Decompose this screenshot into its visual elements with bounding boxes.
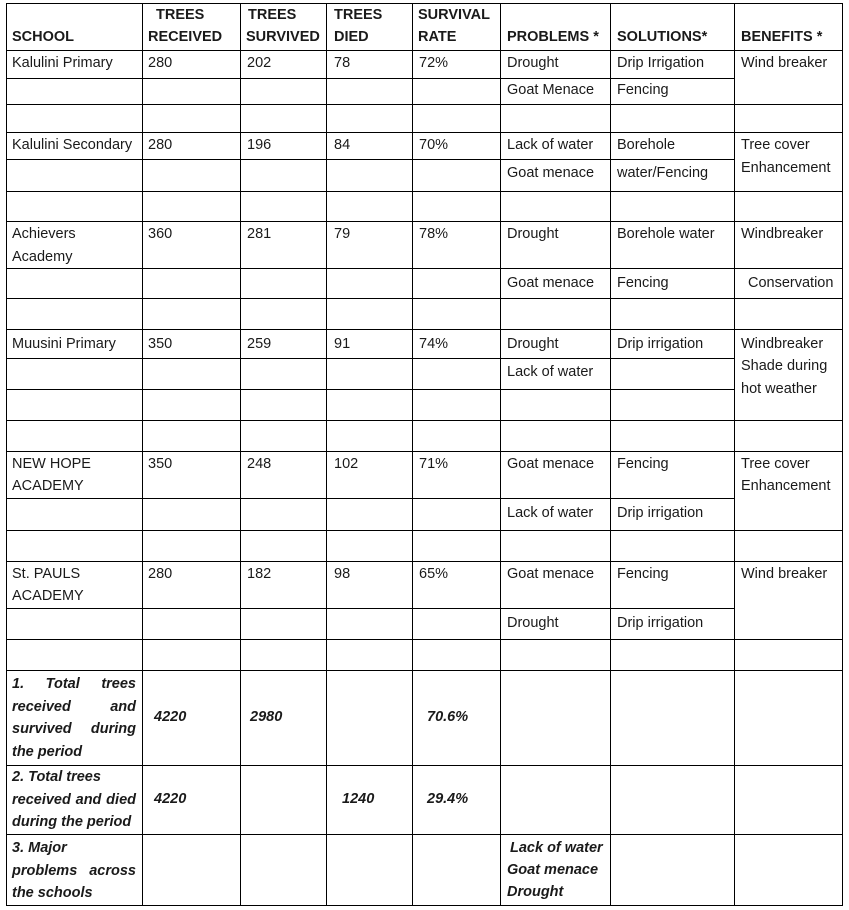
- solution: Drip irrigation: [617, 505, 704, 521]
- trees-died: 98: [334, 566, 351, 582]
- benefit: Conservation: [748, 275, 834, 291]
- school-name: ACADEMY: [12, 478, 84, 494]
- header-rate-2: RATE: [418, 29, 457, 45]
- trees-died: 79: [334, 226, 351, 242]
- problem: Goat Menace: [507, 82, 595, 98]
- header-solutions: SOLUTIONS*: [617, 29, 708, 45]
- trees-survived: 196: [247, 137, 272, 153]
- trees-survived: 281: [247, 226, 272, 242]
- benefit: hot weather: [741, 381, 817, 397]
- problem: Drought: [507, 55, 559, 71]
- summary-label-line: the schools: [12, 885, 93, 901]
- benefit: Enhancement: [741, 478, 831, 494]
- benefit: Shade during: [741, 358, 828, 374]
- major-problem: Drought: [507, 884, 564, 900]
- survival-rate: 65%: [419, 566, 449, 582]
- major-problem: Lack of water: [510, 840, 603, 856]
- solution: Borehole water: [617, 226, 715, 242]
- problem: Goat menace: [507, 456, 595, 472]
- benefit: Wind breaker: [741, 566, 828, 582]
- benefit: Windbreaker: [741, 336, 824, 352]
- header-received-1: TREES: [156, 7, 205, 23]
- benefit: Wind breaker: [741, 55, 828, 71]
- summary-label-line: 2. Total trees: [12, 769, 101, 785]
- solution: Fencing: [617, 566, 669, 582]
- trees-died: 78: [334, 55, 351, 71]
- survival-rate: 74%: [419, 336, 449, 352]
- school-name: Achievers: [12, 226, 76, 242]
- trees-received: 350: [148, 456, 173, 472]
- school-name: NEW HOPE: [12, 456, 91, 472]
- trees-received: 280: [148, 55, 173, 71]
- header-died-2: DIED: [334, 29, 369, 45]
- problem: Drought: [507, 336, 559, 352]
- header-problems: PROBLEMS *: [507, 29, 599, 45]
- problem: Lack of water: [507, 364, 594, 380]
- school-name: Kalulini Secondary: [12, 137, 133, 153]
- trees-survived: 259: [247, 336, 272, 352]
- summary-label-line: problems across: [12, 862, 136, 879]
- summary-label: [12, 837, 136, 905]
- summary-label-line: received and: [12, 698, 136, 715]
- solution: Fencing: [617, 456, 669, 472]
- problem: Goat menace: [507, 165, 595, 181]
- solution: water/Fencing: [617, 165, 709, 181]
- trees-received: 350: [148, 336, 173, 352]
- trees-died: 91: [334, 336, 351, 352]
- major-problem: Goat menace: [507, 862, 599, 878]
- trees-survived: 182: [247, 566, 272, 582]
- benefit: Windbreaker: [741, 226, 824, 242]
- survival-rate: 70%: [419, 137, 449, 153]
- problem: Lack of water: [507, 505, 594, 521]
- problem: Drought: [507, 615, 559, 631]
- survival-rate: 71%: [419, 456, 449, 472]
- header-rate-1: SURVIVAL: [418, 7, 490, 23]
- survival-rate: 78%: [419, 226, 449, 242]
- summary-label-line: during the period: [12, 814, 132, 830]
- school-name: St. PAULS: [12, 566, 81, 582]
- benefit: Tree cover: [741, 456, 810, 472]
- header-survived-1: TREES: [248, 7, 297, 23]
- solution: Borehole: [617, 137, 676, 153]
- summary-label-line: survived during: [12, 721, 136, 737]
- solution: Drip Irrigation: [617, 55, 705, 71]
- school-name: Academy: [12, 249, 73, 265]
- trees-received: 360: [148, 226, 173, 242]
- problem: Goat menace: [507, 275, 595, 291]
- trees-survived: 202: [247, 55, 272, 71]
- summary-rate: 29.4%: [427, 791, 469, 807]
- trees-received: 280: [148, 137, 173, 153]
- trees-died: 84: [334, 137, 351, 153]
- school-name: Kalulini Primary: [12, 55, 113, 71]
- solution: Fencing: [617, 275, 669, 291]
- header-school: SCHOOL: [12, 29, 75, 45]
- solution: Fencing: [617, 82, 669, 98]
- benefit: Tree cover: [741, 137, 810, 153]
- summary-label: [12, 673, 136, 763]
- trees-received: 280: [148, 566, 173, 582]
- summary-label-line: 3. Major: [12, 840, 67, 856]
- problem: Drought: [507, 226, 559, 242]
- summary-label-line: 1. Total trees: [12, 676, 136, 692]
- summary-received: 4220: [154, 709, 187, 725]
- trees-died: 102: [334, 456, 359, 472]
- header-received-2: RECEIVED: [148, 29, 223, 45]
- summary-received: 4220: [154, 791, 187, 807]
- header-died-1: TREES: [334, 7, 383, 23]
- problem: Lack of water: [507, 137, 594, 153]
- benefit: Enhancement: [741, 160, 831, 176]
- problem: Goat menace: [507, 566, 595, 582]
- solution: Drip irrigation: [617, 615, 704, 631]
- summary-label-line: received and died: [12, 791, 136, 808]
- tree-survival-table: [6, 3, 843, 906]
- header-benefits: BENEFITS *: [741, 29, 823, 45]
- school-name: Muusini Primary: [12, 336, 116, 352]
- solution: Drip irrigation: [617, 336, 704, 352]
- summary-label-line: the period: [12, 743, 83, 760]
- summary-died: 1240: [342, 791, 375, 807]
- summary-rate: 70.6%: [427, 709, 469, 725]
- trees-survived: 248: [247, 456, 272, 472]
- survival-rate: 72%: [419, 55, 449, 71]
- header-survived-2: SURVIVED: [246, 29, 320, 45]
- school-name: ACADEMY: [12, 588, 84, 604]
- summary-survived: 2980: [250, 709, 283, 725]
- summary-label: [12, 766, 136, 834]
